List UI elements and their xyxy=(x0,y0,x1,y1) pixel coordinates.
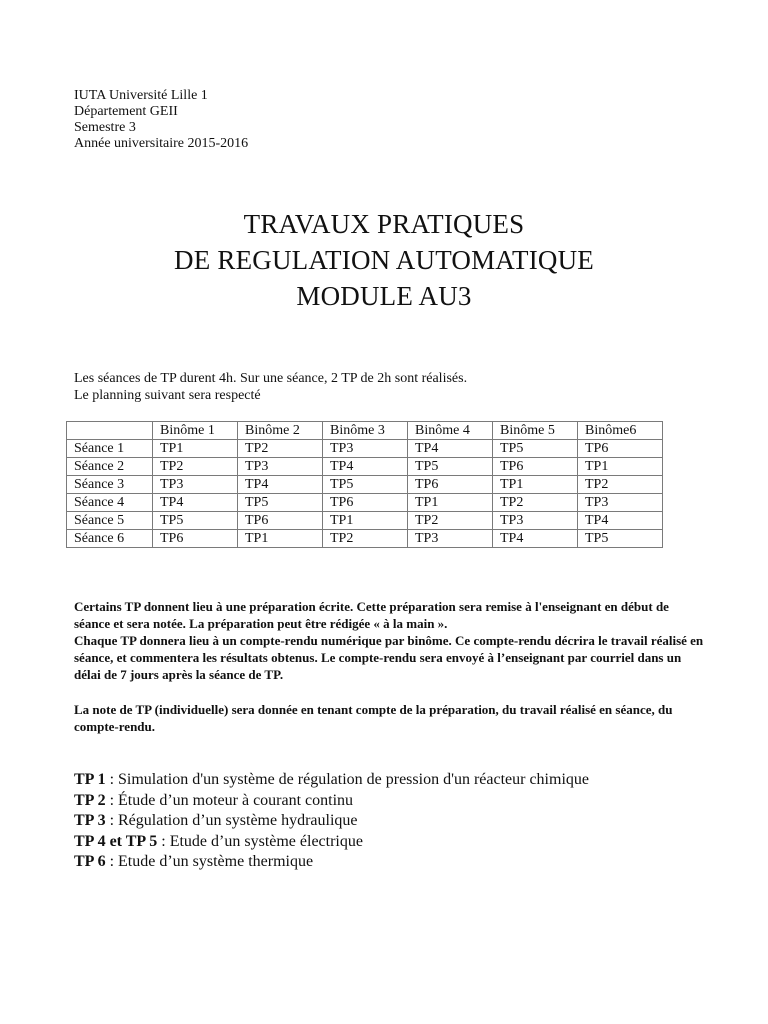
table-cell: TP5 xyxy=(153,512,238,530)
session-label-cell: Séance 6 xyxy=(67,530,153,548)
semester-line: Semestre 3 xyxy=(74,120,136,135)
session-label-cell: Séance 2 xyxy=(67,458,153,476)
session-label-cell: Séance 4 xyxy=(67,494,153,512)
table-cell: TP1 xyxy=(238,530,323,548)
table-cell: TP1 xyxy=(493,476,578,494)
table-cell: TP4 xyxy=(578,512,663,530)
tp-description: : Étude d’un moteur à courant continu xyxy=(105,791,354,809)
table-cell: TP4 xyxy=(153,494,238,512)
list-item xyxy=(74,811,589,832)
preparation-rules xyxy=(74,598,708,683)
table-cell: TP5 xyxy=(408,458,493,476)
tp-description: : Etude d’un système thermique xyxy=(105,853,314,870)
table-cell: TP1 xyxy=(323,512,408,530)
table-row xyxy=(67,458,663,476)
table-cell: TP1 xyxy=(153,440,238,458)
table-row xyxy=(67,440,663,458)
table-cell: TP6 xyxy=(323,494,408,512)
university-line: IUTA Université Lille 1 xyxy=(74,88,208,103)
table-cell: TP4 xyxy=(238,476,323,494)
table-cell: TP6 xyxy=(153,530,238,548)
intro-text xyxy=(74,370,467,404)
tp-label: TP 4 et TP 5 xyxy=(74,832,158,850)
table-cell: TP4 xyxy=(493,530,578,548)
table-cell: TP6 xyxy=(578,440,663,458)
intro-line-2: Le planning suivant sera respecté xyxy=(74,388,261,403)
list-item xyxy=(74,770,589,791)
tp-label: TP 1 xyxy=(74,771,106,788)
session-label-cell: Séance 1 xyxy=(67,440,153,458)
grading-rules xyxy=(74,701,708,735)
table-cell: TP3 xyxy=(408,530,493,548)
table-row xyxy=(67,494,663,512)
tp-list xyxy=(74,770,589,873)
tp-description: : Régulation d’un système hydraulique xyxy=(105,812,358,829)
preparation-paragraph: Certains TP donnent lieu à une préparation écrite. Cette préparation sera remise à l'enseignant en début de séance et sera notée. La préparation peut être rédigée « à la main ». xyxy=(74,599,669,631)
table-cell: TP3 xyxy=(578,494,663,512)
document-title xyxy=(0,206,768,314)
header-cell xyxy=(67,422,153,440)
list-item xyxy=(74,852,589,873)
table-cell: TP3 xyxy=(493,512,578,530)
header-cell: Binôme 3 xyxy=(323,422,408,440)
header-cell: Binôme 2 xyxy=(238,422,323,440)
tp-label: TP 3 xyxy=(74,812,106,829)
table-cell: TP2 xyxy=(238,440,323,458)
session-label-cell: Séance 3 xyxy=(67,476,153,494)
intro-line-1: Les séances de TP durent 4h. Sur une séance, 2 TP de 2h sont réalisés. xyxy=(74,371,468,386)
table-row xyxy=(67,476,663,494)
table-cell: TP3 xyxy=(238,458,323,476)
table-cell: TP5 xyxy=(578,530,663,548)
report-paragraph: Chaque TP donnera lieu à un compte-rendu numérique par binôme. Ce compte-rendu décrira le travail réalisé en séance, et commentera les résultats obtenus. Le compte-rendu sera envoyé à l’enseignant par courriel dans un délai de 7 jours après la séance de TP. xyxy=(74,633,704,682)
tp-description: : Etude d’un système électrique xyxy=(157,832,363,850)
institution-header xyxy=(74,88,248,152)
header-cell: Binôme 1 xyxy=(153,422,238,440)
title-line-2: DE REGULATION AUTOMATIQUE xyxy=(174,245,594,275)
header-cell: Binôme6 xyxy=(578,422,663,440)
table-cell: TP4 xyxy=(408,440,493,458)
title-line-1: TRAVAUX PRATIQUES xyxy=(243,209,525,239)
table-cell: TP2 xyxy=(323,530,408,548)
table-cell: TP1 xyxy=(578,458,663,476)
tp-label: TP 2 xyxy=(74,791,106,809)
table-cell: TP4 xyxy=(323,458,408,476)
table-cell: TP3 xyxy=(153,476,238,494)
table-cell: TP5 xyxy=(238,494,323,512)
tp-label: TP 6 xyxy=(74,853,106,870)
table-cell: TP2 xyxy=(578,476,663,494)
table-cell: TP2 xyxy=(153,458,238,476)
table-cell: TP5 xyxy=(493,440,578,458)
table-cell: TP2 xyxy=(493,494,578,512)
header-cell: Binôme 5 xyxy=(493,422,578,440)
title-line-3: MODULE AU3 xyxy=(296,281,472,311)
table-cell: TP6 xyxy=(408,476,493,494)
table-cell: TP3 xyxy=(323,440,408,458)
table-cell: TP5 xyxy=(323,476,408,494)
department-line: Département GEII xyxy=(74,104,178,119)
table-cell: TP2 xyxy=(408,512,493,530)
grading-paragraph: La note de TP (individuelle) sera donnée en tenant compte de la préparation, du travail réalisé en séance, du compte-rendu. xyxy=(74,702,673,734)
list-item xyxy=(74,832,589,853)
tp-description: : Simulation d'un système de régulation de pression d'un réacteur chimique xyxy=(105,771,589,788)
table-cell: TP6 xyxy=(493,458,578,476)
academic-year-line: Année universitaire 2015-2016 xyxy=(74,136,249,151)
planning-table xyxy=(66,421,663,548)
table-cell: TP1 xyxy=(408,494,493,512)
header-cell: Binôme 4 xyxy=(408,422,493,440)
table-row xyxy=(67,512,663,530)
table-row xyxy=(67,530,663,548)
table-cell: TP6 xyxy=(238,512,323,530)
session-label-cell: Séance 5 xyxy=(67,512,153,530)
table-header-row xyxy=(67,422,663,440)
list-item xyxy=(74,791,589,812)
